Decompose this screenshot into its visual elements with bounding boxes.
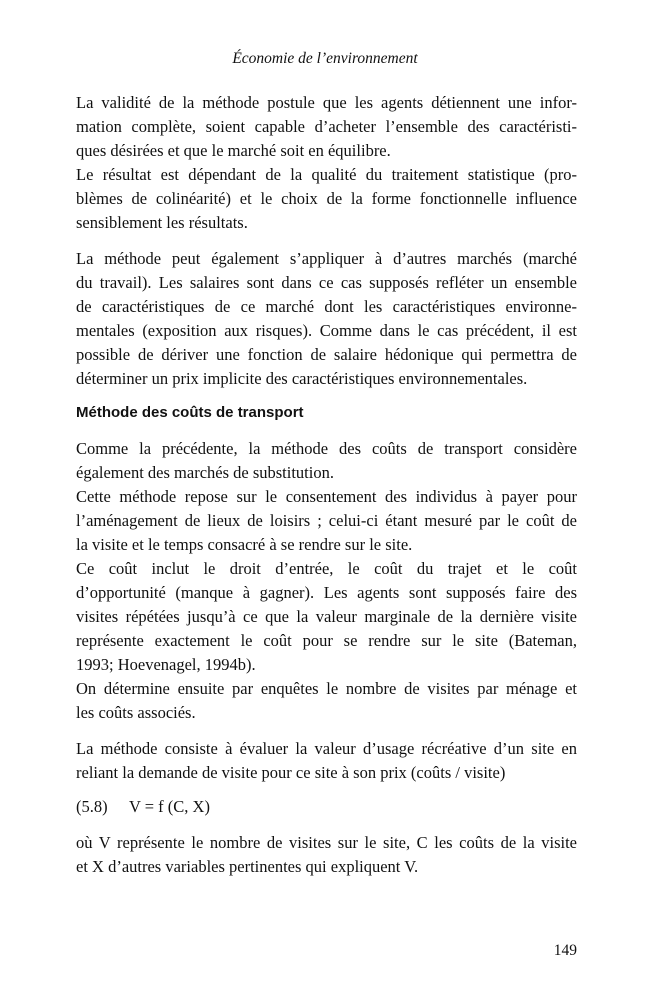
equation	[76, 795, 210, 819]
text-line: sensiblement les résultats.	[76, 213, 248, 232]
text-line: Comme la précédente, la méthode des coûts de transport considère	[76, 439, 577, 458]
text-line: possible de dériver une fonction de salaire hédonique qui permettra de	[76, 345, 577, 364]
paragraph-block	[76, 91, 577, 235]
text-line: 1993; Hoevenagel, 1994b).	[76, 655, 256, 674]
paragraph-block	[76, 437, 577, 725]
text-line: mation complète, soient capable d’acheter l’ensemble des caractéristi-	[76, 117, 577, 136]
text-line: blèmes de colinéarité) et le choix de la forme fonctionnelle influence	[76, 189, 577, 208]
text-line: de caractéristiques de ce marché dont les caractéristiques environne-	[76, 297, 577, 316]
text-line: ques désirées et que le marché soit en équilibre.	[76, 141, 391, 160]
text-line: représente exactement le coût pour se rendre sur le site (Bateman,	[76, 631, 577, 650]
paragraph-block	[76, 831, 577, 879]
text-line: La méthode peut également s’appliquer à d’autres marchés (marché	[76, 249, 577, 268]
paragraph-block	[76, 737, 577, 785]
text-line: reliant la demande de visite pour ce site à son prix (coûts / visite)	[76, 763, 506, 782]
paragraph-block	[76, 247, 577, 391]
text-line: également des marchés de substitution.	[76, 463, 334, 482]
text-line: mentales (exposition aux risques). Comme dans le cas précédent, il est	[76, 321, 577, 340]
text-line: l’aménagement de lieux de loisirs ; celui-ci étant mesuré par le coût de	[76, 511, 577, 530]
text-line: La validité de la méthode postule que les agents détiennent une infor-	[76, 93, 577, 112]
text-line: visites répétées jusqu’à ce que la valeur marginale de la dernière visite	[76, 607, 577, 626]
text-line: Le résultat est dépendant de la qualité du traitement statistique (pro-	[76, 165, 577, 184]
text-line: où V représente le nombre de visites sur le site, C les coûts de la visite	[76, 833, 577, 852]
text-line: La méthode consiste à évaluer la valeur d’usage récréative d’un site en	[76, 739, 577, 758]
text-line: d’opportunité (manque à gagner). Les agents sont supposés faire des	[76, 583, 577, 602]
text-line: On détermine ensuite par enquêtes le nombre de visites par ménage et	[76, 679, 577, 698]
text-line: les coûts associés.	[76, 703, 196, 722]
text-line: et X d’autres variables pertinentes qui expliquent V.	[76, 857, 419, 876]
text-line: Cette méthode repose sur le consentement des individus à payer pour	[76, 487, 577, 506]
equation-number: (5.8)	[76, 797, 108, 816]
section-heading: Méthode des coûts de transport	[76, 404, 304, 421]
text-line: la visite et le temps consacré à se rendre sur le site.	[76, 535, 413, 554]
equation-formula: V = f (C, X)	[129, 797, 210, 816]
text-line: du travail). Les salaires sont dans ce cas supposés refléter un ensemble	[76, 273, 577, 292]
running-header: Économie de l’environnement	[232, 50, 418, 67]
text-line: Ce coût inclut le droit d’entrée, le coût du trajet et le coût	[76, 559, 577, 578]
page-number: 149	[553, 942, 577, 959]
text-line: déterminer un prix implicite des caractéristiques environnementales.	[76, 369, 528, 388]
